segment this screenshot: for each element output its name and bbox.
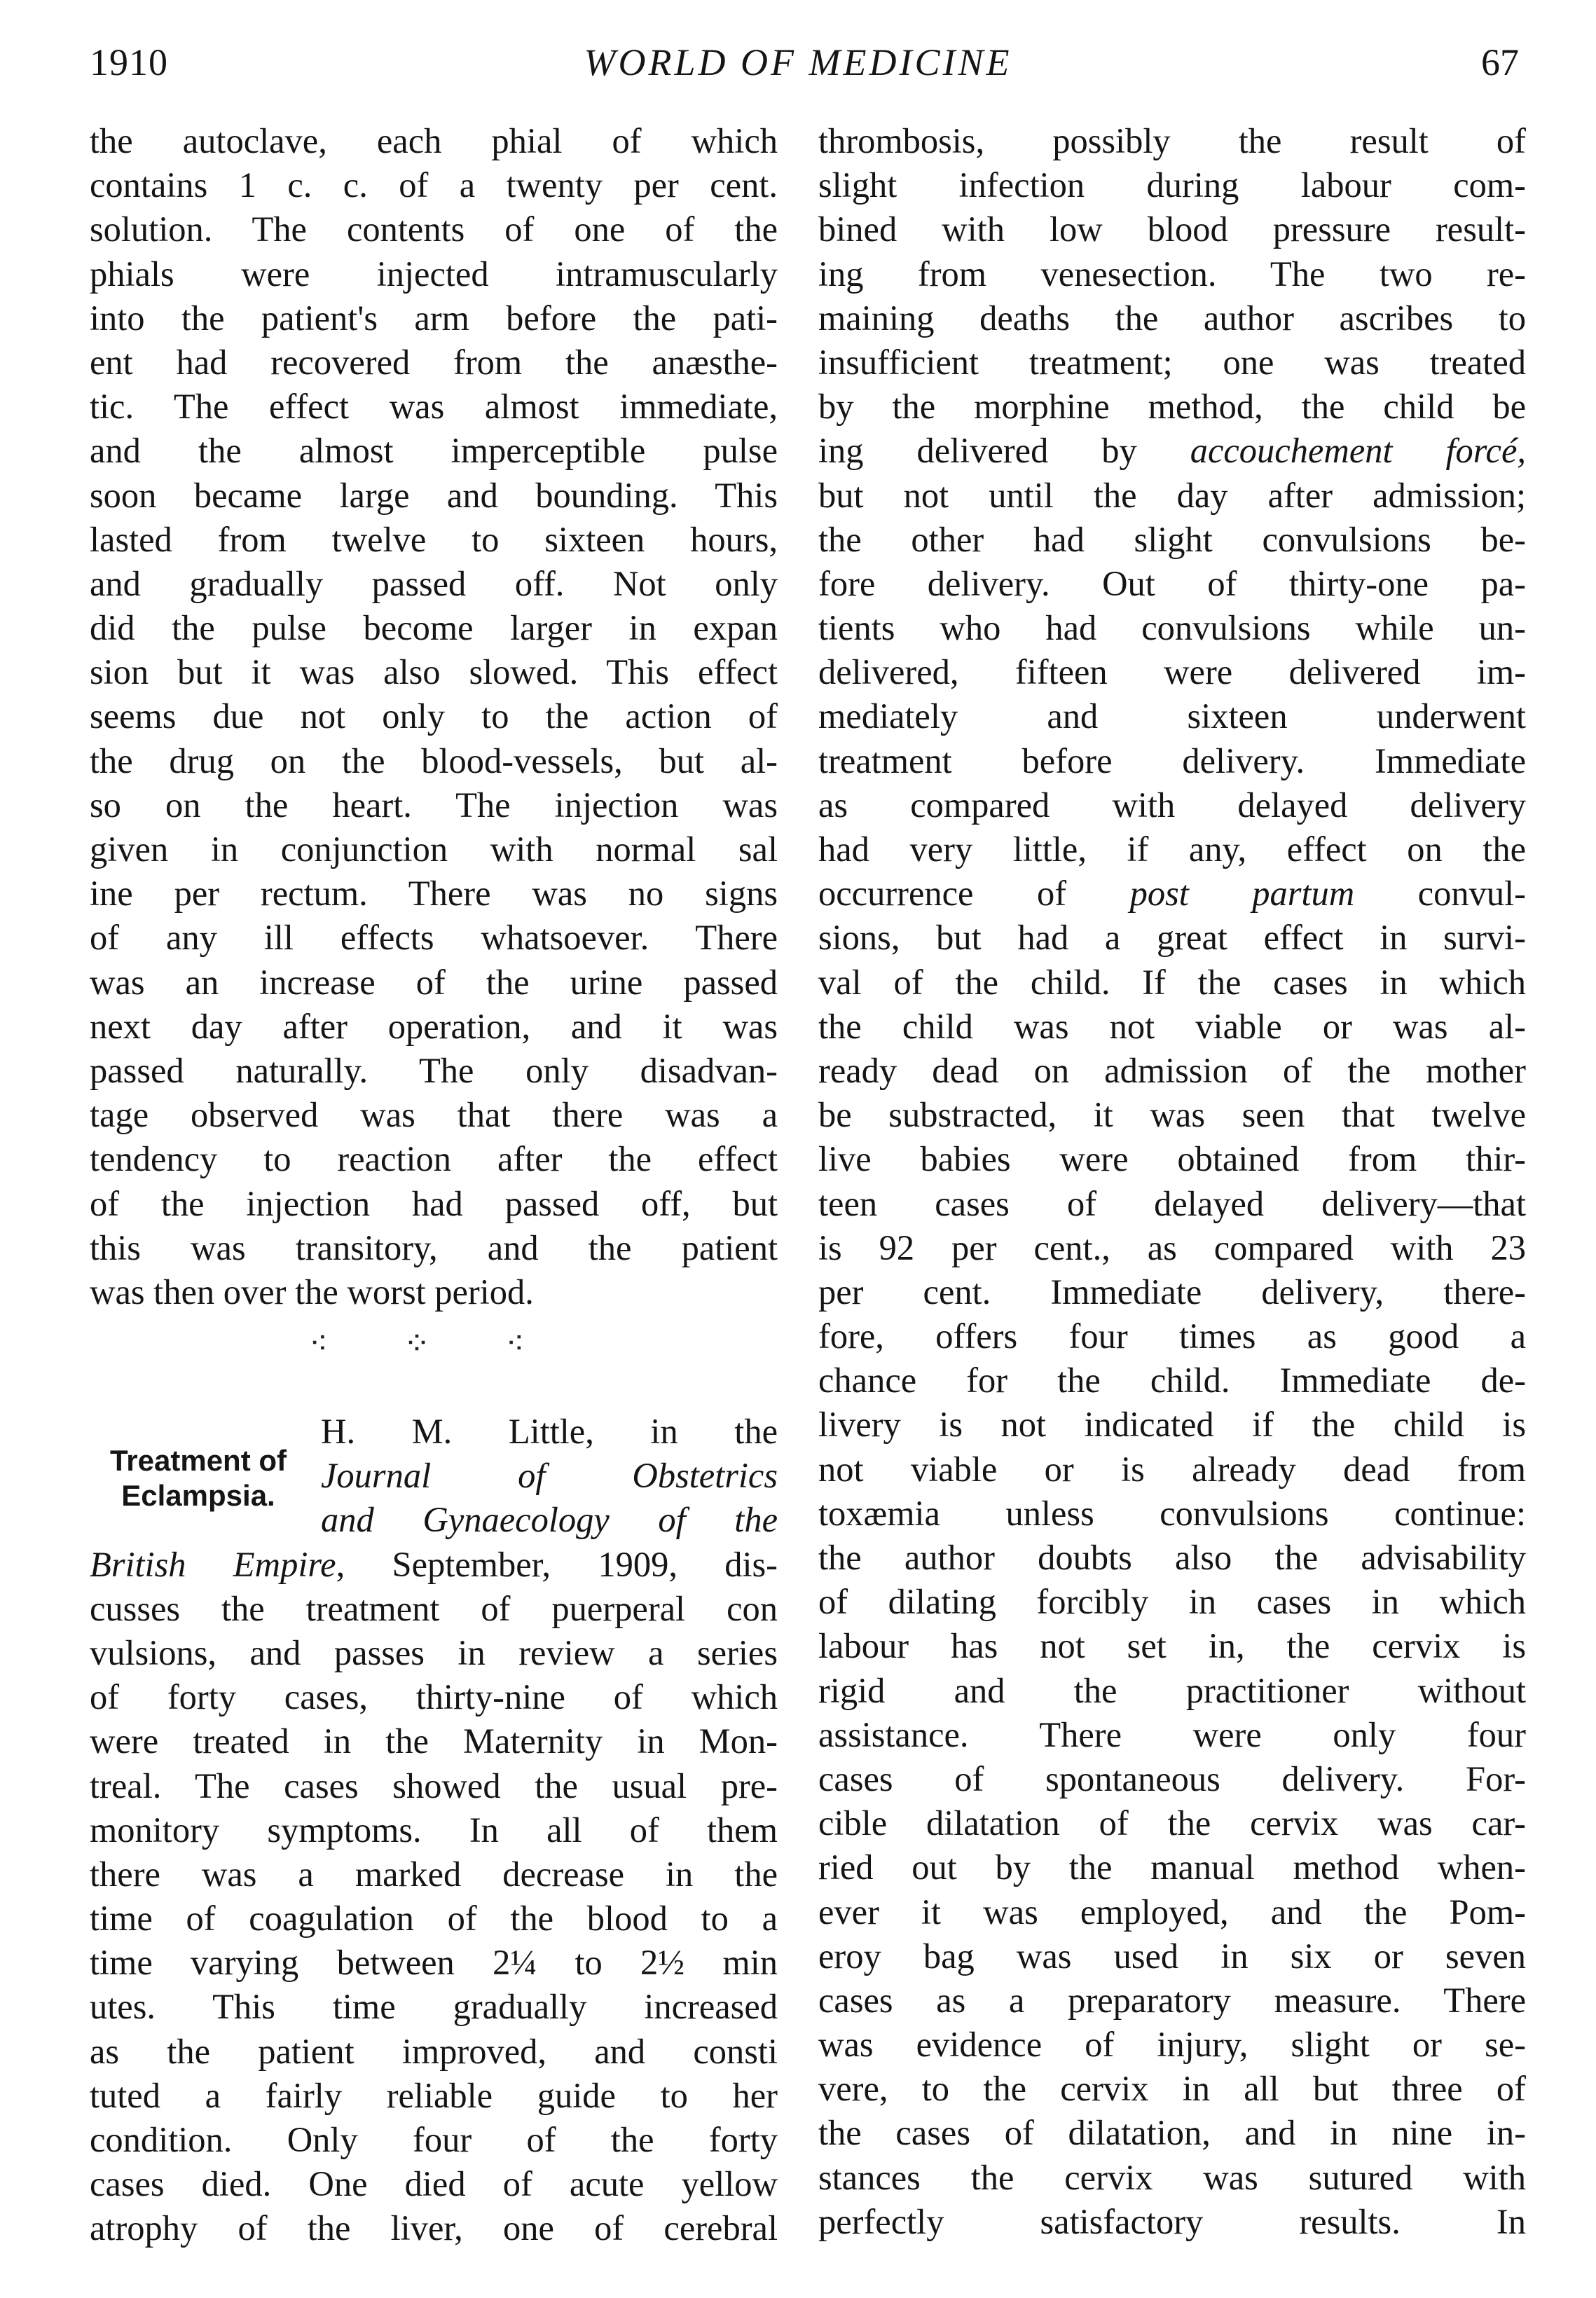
text-line: given in conjunction with normal sal	[90, 830, 778, 869]
text-line: tendency to reaction after the effect	[90, 1139, 778, 1179]
article-line	[90, 1454, 778, 1498]
text-line: stances the cervix was sutured with	[818, 2157, 1526, 2197]
text-line: cases of spontaneous delivery. For-	[818, 1759, 1526, 1798]
text-line: ine per rectum. There was no signs	[90, 874, 778, 914]
text-line: seems due not only to the action of	[90, 696, 778, 736]
text-line: by the morphine method, the child be	[818, 387, 1526, 427]
text-line: delivered, fifteen were delivered im-	[818, 652, 1526, 692]
text-line: rigid and the practitioner without	[818, 1670, 1526, 1710]
text-line: insufficient treatment; one was treated	[818, 342, 1526, 382]
text-line: so on the heart. The injection was	[90, 785, 778, 825]
text-line: time varying between 2¼ to 2½ min	[90, 1943, 778, 1983]
text-line: the author doubts also the advisability	[818, 1538, 1526, 1577]
text-line: sion but it was also slowed. This effect	[90, 652, 778, 692]
text-line: teen cases of delayed delivery—that	[818, 1183, 1526, 1223]
text-line: cases as a preparatory measure. There	[818, 1980, 1526, 2020]
text-line: next day after operation, and it was	[90, 1006, 778, 1046]
article-line	[818, 872, 1526, 916]
text-line: and the almost imperceptible pulse	[90, 431, 778, 471]
text-line: is 92 per cent., as compared with 23	[818, 1227, 1526, 1267]
latin-term: accouchement forcé,	[1190, 431, 1526, 471]
text-line: assistance. There were only four	[818, 1714, 1526, 1754]
text-line: as compared with delayed delivery	[818, 785, 1526, 825]
header-page-number: 67	[1481, 41, 1519, 83]
article-text: occurrence of	[818, 874, 1130, 914]
text-line: of the injection had passed off, but	[90, 1183, 778, 1223]
text-line: contains 1 c. c. of a twenty per cent.	[90, 165, 778, 205]
header-title: WORLD OF MEDICINE	[584, 41, 1012, 83]
text-line: as the patient improved, and consti	[90, 2031, 778, 2071]
text-line: tients who had convulsions while un-	[818, 608, 1526, 648]
text-line: fore delivery. Out of thirty-one pa-	[818, 563, 1526, 603]
right-lines-b	[818, 474, 1526, 872]
text-line: utes. This time gradually increased	[90, 1987, 778, 2027]
text-line: time of coagulation of the blood to a	[90, 1899, 778, 1939]
journal-name: British Empire	[90, 1544, 336, 1584]
text-line: cases died. One died of acute yellow	[90, 2164, 778, 2204]
text-line: maining deaths the author ascribes to	[818, 298, 1526, 338]
text-line: ing from venesection. The two re-	[818, 254, 1526, 294]
text-line: phials were injected intramuscularly	[90, 254, 778, 294]
text-line: condition. Only four of the forty	[90, 2120, 778, 2159]
article-line	[90, 1498, 778, 1542]
article-text: , September, 1909, dis-	[336, 1544, 778, 1584]
article-line: H. M. Little, in the	[321, 1412, 778, 1451]
text-line: and gradually passed off. Not only	[90, 563, 778, 603]
article-body-lines	[90, 1587, 778, 2251]
page-header	[0, 41, 1596, 97]
text-line: there was a marked decrease in the	[90, 1854, 778, 1894]
text-line: the drug on the blood-vessels, but al-	[90, 741, 778, 780]
text-line: monitory symptoms. In all of them	[90, 1810, 778, 1850]
text-line: per cent. Immediate delivery, there-	[818, 1272, 1526, 1312]
text-line: atrophy of the liver, one of cerebral	[90, 2208, 778, 2248]
right-column-text	[818, 119, 1526, 2244]
journal-name: and Gynaecology of the	[321, 1500, 778, 1540]
text-line: perfectly satisfactory results. In	[818, 2201, 1526, 2241]
text-line: vere, to the cervix in all but three of	[818, 2069, 1526, 2109]
text-line: had very little, if any, effect on the	[818, 830, 1526, 869]
text-line: ried out by the manual method when-	[818, 1848, 1526, 1887]
text-line: val of the child. If the cases in which	[818, 962, 1526, 1002]
text-line: toxæmia unless convulsions continue:	[818, 1493, 1526, 1533]
side-heading-line: Eclampsia.	[121, 1479, 275, 1512]
text-line: livery is not indicated if the child is	[818, 1405, 1526, 1445]
text-line: lasted from twelve to sixteen hours,	[90, 519, 778, 559]
latin-term: post partum	[1129, 874, 1355, 914]
text-line: treal. The cases showed the usual pre-	[90, 1766, 778, 1805]
text-line: cusses the treatment of puerperal con	[90, 1588, 778, 1628]
left-column-continued-text	[90, 119, 778, 1314]
text-line: tuted a fairly reliable guide to her	[90, 2075, 778, 2115]
text-line: the autoclave, each phial of which	[90, 121, 778, 160]
text-line: of forty cases, thirty-nine of which	[90, 1677, 778, 1717]
journal-name: Journal of Obstetrics	[321, 1456, 778, 1496]
text-line: this was transitory, and the patient	[90, 1227, 778, 1267]
article-text: ing delivered by	[818, 431, 1190, 471]
text-line: treatment before delivery. Immediate	[818, 741, 1526, 780]
article-line	[90, 1543, 778, 1587]
text-line: thrombosis, possibly the result of	[818, 121, 1526, 160]
text-line: was evidence of injury, slight or se-	[818, 2025, 1526, 2065]
text-line: passed naturally. The only disadvan-	[90, 1050, 778, 1090]
side-heading-line: Treatment of	[109, 1444, 287, 1477]
text-line: the other had slight convulsions be-	[818, 519, 1526, 559]
text-line: was an increase of the urine passed	[90, 962, 778, 1002]
text-line: tage observed was that there was a	[90, 1095, 778, 1135]
text-line: vulsions, and passes in review a series	[90, 1632, 778, 1672]
right-lines-a	[818, 119, 1526, 429]
text-line: sions, but had a great effect in survi-	[818, 918, 1526, 958]
article-text: convul-	[1354, 874, 1526, 914]
text-line: the cases of dilatation, and in nine in-	[818, 2113, 1526, 2153]
text-line: be substracted, it was seen that twelve	[818, 1095, 1526, 1135]
text-line: soon became large and bounding. This	[90, 475, 778, 515]
text-line: into the patient's arm before the pati-	[90, 298, 778, 338]
header-year: 1910	[90, 41, 168, 83]
text-line: tic. The effect was almost immediate,	[90, 387, 778, 427]
text-line: mediately and sixteen underwent	[818, 696, 1526, 736]
text-line: cible dilatation of the cervix was car-	[818, 1803, 1526, 1843]
text-line: was then over the worst period.	[90, 1272, 534, 1312]
right-lines-c	[818, 916, 1526, 2244]
article-line	[818, 429, 1526, 473]
text-line: but not until the day after admission;	[818, 475, 1526, 515]
text-line: not viable or is already dead from	[818, 1449, 1526, 1489]
text-line: slight infection during labour com-	[818, 165, 1526, 205]
text-line: were treated in the Maternity in Mon-	[90, 1721, 778, 1761]
text-line: fore, offers four times as good a	[818, 1316, 1526, 1356]
section-ornament: ⁖ ⁘ ⁖	[309, 1326, 558, 1361]
text-line: the child was not viable or was al-	[818, 1006, 1526, 1046]
text-line: chance for the child. Immediate de-	[818, 1361, 1526, 1401]
text-line: did the pulse become larger in expan	[90, 608, 778, 648]
text-line: ready dead on admission of the mother	[818, 1050, 1526, 1090]
text-line: of dilating forcibly in cases in which	[818, 1582, 1526, 1622]
text-line: labour has not set in, the cervix is	[818, 1626, 1526, 1666]
text-line: of any ill effects whatsoever. There	[90, 918, 778, 958]
text-line: live babies were obtained from thir-	[818, 1139, 1526, 1179]
text-line: solution. The contents of one of the	[90, 209, 778, 249]
text-line: eroy bag was used in six or seven	[818, 1936, 1526, 1976]
text-line: bined with low blood pressure result-	[818, 209, 1526, 249]
text-line: ever it was employed, and the Pom-	[818, 1892, 1526, 1932]
article-eclampsia-left	[90, 1410, 778, 2251]
text-line: ent had recovered from the anæsthe-	[90, 342, 778, 382]
